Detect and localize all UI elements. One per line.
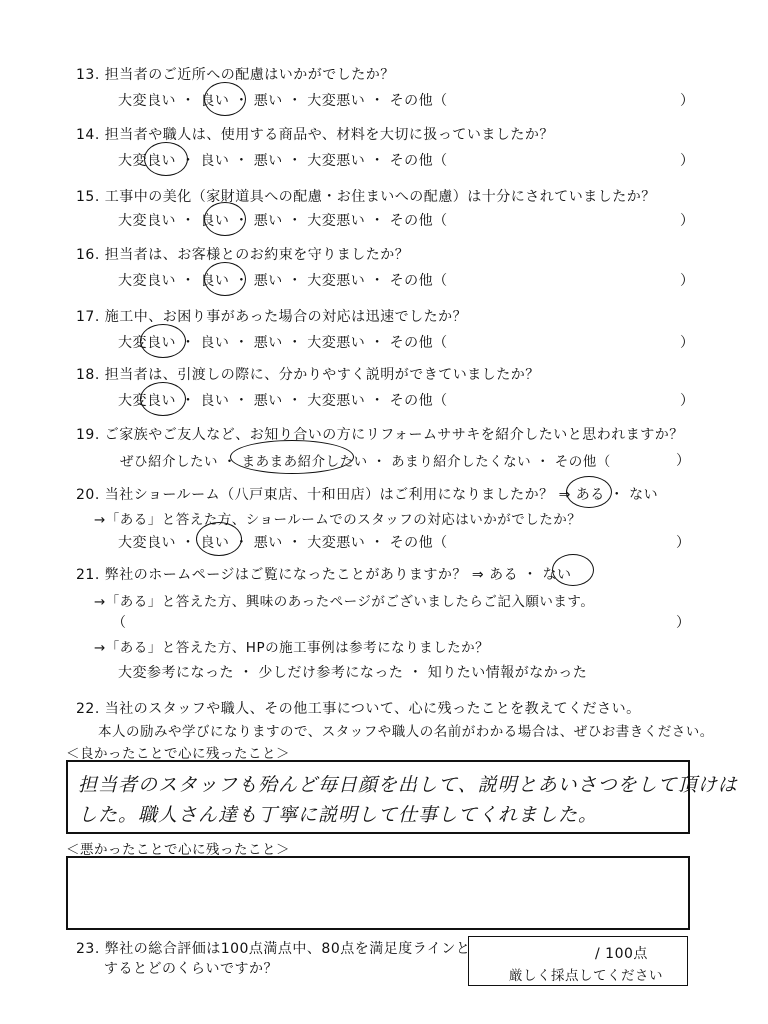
- q16-close-paren: ）: [680, 273, 695, 289]
- q23-score-note: 厳しく採点してください: [509, 968, 663, 984]
- q14-close-paren: ）: [680, 153, 695, 169]
- q18-options: 大変良い ・ 良い ・ 悪い ・ 大変悪い ・ その他（: [118, 393, 448, 409]
- q17-circle-mark: [140, 324, 186, 358]
- q16-question: 16. 担当者は、お客様とのお約束を守りましたか？: [76, 247, 410, 263]
- q22-good-answer-box[interactable]: [66, 760, 738, 834]
- q22-bad-label: ＜悪かったことで心に残ったこと＞: [66, 842, 290, 858]
- q19-options: ぜひ紹介したい ・ まあまあ紹介したい ・ あまり紹介したくない ・ その他（: [120, 454, 611, 470]
- q21-paren-open: （: [112, 615, 127, 631]
- q18-circle-mark: [140, 382, 186, 416]
- q20-close-paren: ）: [676, 535, 691, 551]
- q15-question: 15. 工事中の美化（家財道具への配慮・お住まいへの配慮）は十分にされていましたか？: [76, 189, 656, 205]
- q19-circle-mark: [230, 440, 354, 474]
- q14-options: 大変良い ・ 良い ・ 悪い ・ 大変悪い ・ その他（: [118, 153, 448, 169]
- q14-circle-mark: [144, 142, 188, 176]
- q22-question-2: 本人の励みや学びになりますので、スタッフや職人の名前がわかる場合は、ぜひお書きください。: [98, 724, 714, 740]
- q23-score-box[interactable]: [468, 936, 688, 986]
- q23-score-label: / 100点: [595, 946, 648, 962]
- q20-circle-mark-aru: [566, 476, 612, 508]
- q20-question: 20. 当社ショールーム（八戸東店、十和田店）はご利用になりましたか？ ⇒ ある ・ ない: [76, 487, 659, 503]
- q22-good-answer-line1: 担当者のスタッフも殆んど毎日顔を出して、説明とあいさつをして頂けは: [78, 774, 738, 796]
- q18-question: 18. 担当者は、引渡しの際に、分かりやすく説明ができていましたか？: [76, 367, 540, 383]
- q23-question: 23. 弊社の総合評価は100点満点中、80点を満足度ラインと: [76, 941, 471, 957]
- q20-options: 大変良い ・ 良い ・ 悪い ・ 大変悪い ・ その他（: [118, 535, 448, 551]
- q13-question: 13. 担当者のご近所への配慮はいかがでしたか？: [76, 67, 395, 83]
- q15-circle-mark: [204, 202, 246, 236]
- q17-question: 17. 施工中、お困り事があった場合の対応は迅速でしたか？: [76, 309, 468, 325]
- q19-question: 19. ご家族やご友人など、お知り合いの方にリフォームササキを紹介したいと思われますか？: [76, 427, 684, 443]
- q13-close-paren: ）: [680, 93, 695, 109]
- q18-close-paren: ）: [680, 393, 695, 409]
- q21-paren-close: ）: [676, 615, 691, 631]
- q21-sub-question-1: →「ある」と答えた方、興味のあったページがございましたらご記入願います。: [94, 594, 595, 610]
- q17-close-paren: ）: [680, 335, 695, 351]
- q15-options: 大変良い ・ 良い ・ 悪い ・ 大変悪い ・ その他（: [118, 213, 448, 229]
- q13-circle-mark: [204, 82, 246, 116]
- q21-question: 21. 弊社のホームページはご覧になったことがありますか？ ⇒ ある ・ ない: [76, 567, 572, 583]
- q22-question: 22. 当社のスタッフや職人、その他工事について、心に残ったことを教えてください。: [76, 701, 641, 717]
- q20-circle-mark: [196, 522, 242, 556]
- q16-circle-mark: [204, 262, 246, 296]
- q16-options: 大変良い ・ 良い ・ 悪い ・ 大変悪い ・ その他（: [118, 273, 448, 289]
- q17-options: 大変良い ・ 良い ・ 悪い ・ 大変悪い ・ その他（: [118, 335, 448, 351]
- q14-question: 14. 担当者や職人は、使用する商品や、材料を大切に扱っていましたか？: [76, 127, 554, 143]
- q21-options-2: 大変参考になった ・ 少しだけ参考になった ・ 知りたい情報がなかった: [118, 665, 588, 681]
- q23-question-2: するとどのくらいですか？: [104, 961, 278, 977]
- q22-bad-answer-box[interactable]: [66, 856, 690, 930]
- q19-close-paren: ）: [676, 453, 691, 469]
- q20-sub-question: →「ある」と答えた方、ショールームでのスタッフの対応はいかがでしたか？: [94, 512, 582, 528]
- q21-circle-mark-nai: [552, 554, 594, 586]
- q22-good-label: ＜良かったことで心に残ったこと＞: [66, 746, 290, 762]
- q22-good-answer-line2: した。職人さん達も丁寧に説明して仕事してくれました。: [78, 804, 599, 826]
- q13-options: 大変良い ・ 良い ・ 悪い ・ 大変悪い ・ その他（: [118, 93, 448, 109]
- q21-sub-question-2: →「ある」と答えた方、HPの施工事例は参考になりましたか？: [94, 640, 490, 656]
- q15-close-paren: ）: [680, 213, 695, 229]
